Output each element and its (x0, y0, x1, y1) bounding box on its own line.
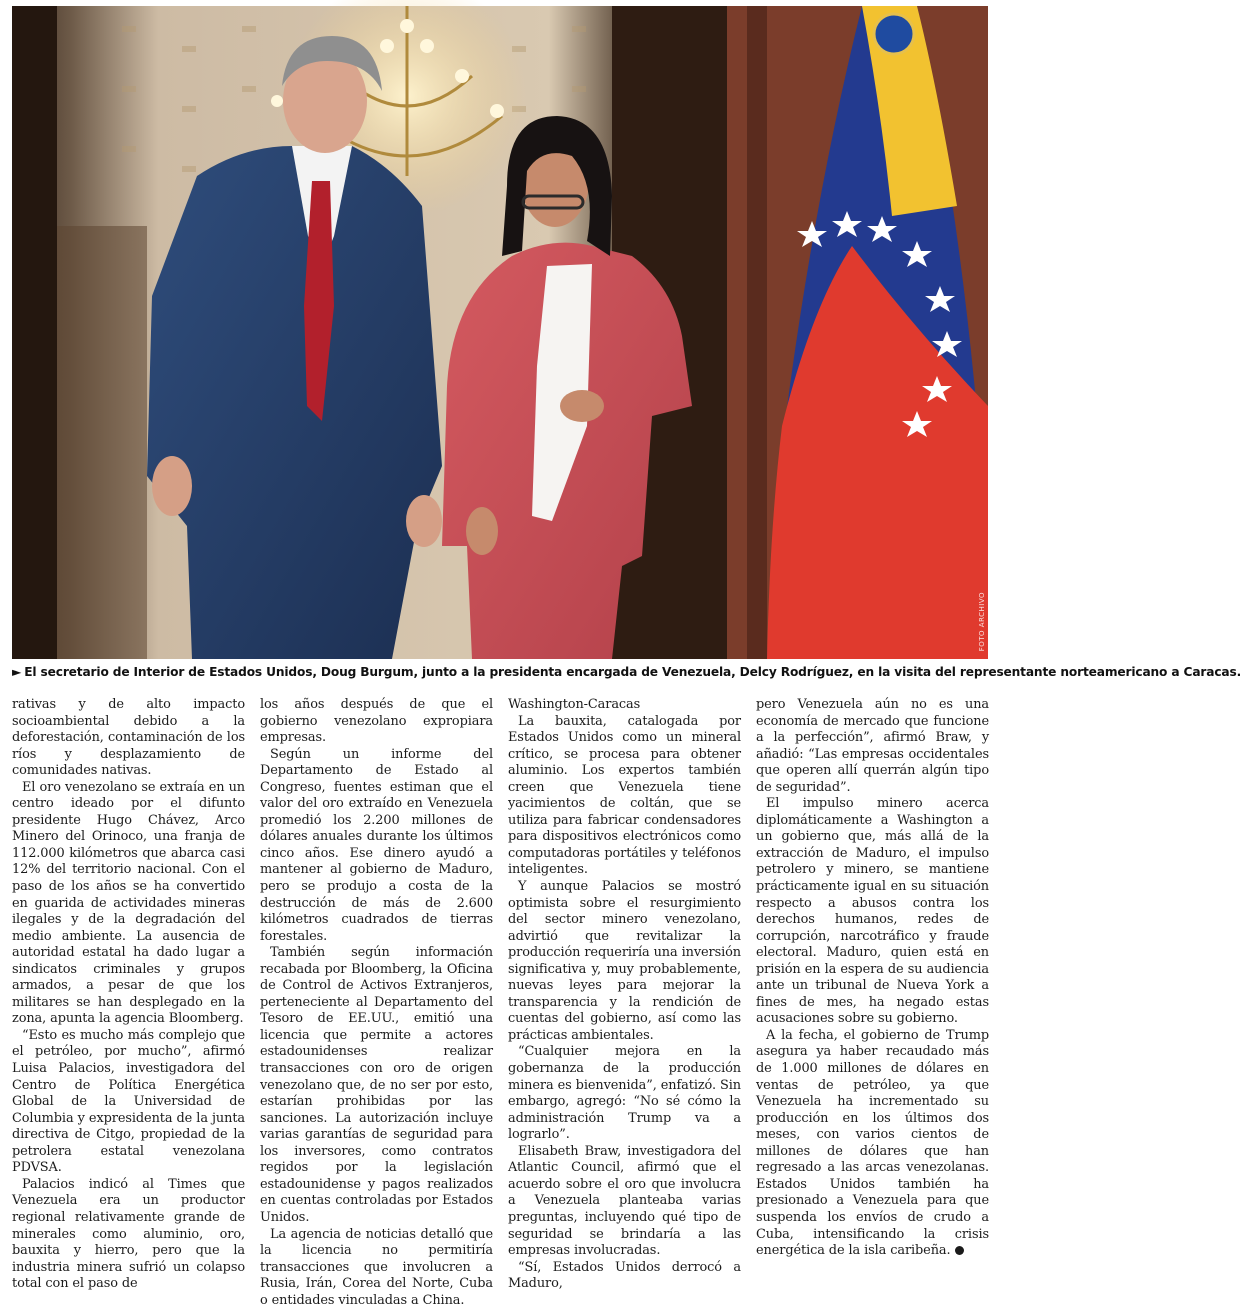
dateline: Washington-Caracas (508, 697, 741, 714)
article-column-1 (12, 697, 245, 1157)
end-of-article-icon (955, 1246, 964, 1255)
photo-caption (12, 664, 988, 680)
paragraph: La bauxita, catalogada por Estados Unidos como un mineral crítico, se procesa para obtener aluminio. Los expertos también creen que Venezuela tiene yacimientos de coltán, que se utiliza para fabricar condensadores para dispositivos electrónicos como computadoras portátiles y teléfonos inteligentes. (508, 714, 741, 879)
paragraph: los años después de que el gobierno venezolano expropiara empresas. (260, 697, 493, 747)
paragraph: Y aunque Palacios se mostró optimista sobre el resurgimiento del sector minero venezolano, advirtió que revitalizar la producción requeriría una inversión significativa y, muy probablemente, nuevas leyes para mejorar la transparencia y la rendición de cuentas del gobierno, así como las prácticas ambientales. (508, 879, 741, 1044)
article-column-3 (508, 697, 741, 1157)
paragraph: pero Venezuela aún no es una economía de mercado que funcione a la perfección”, afirmó Braw, y añadió: “Las empresas occidentales que operen allí querrán algún tipo de seguridad”. (756, 697, 989, 796)
photo-credit: FOTO ARCHIVO (978, 592, 986, 651)
news-photo (12, 6, 988, 659)
photo-illustration (12, 6, 988, 659)
article-column-2 (260, 697, 493, 1157)
paragraph: La agencia de noticias detalló que la licencia no permitiría transacciones que involucren a Rusia, Irán, Corea del Norte, Cuba o entidades vinculadas a China. (260, 1227, 493, 1309)
paragraph: Elisabeth Braw, investigadora del Atlantic Council, afirmó que el acuerdo sobre el oro que involucra a Venezuela planteaba varias preguntas, incluyendo qué tipo de seguridad se brindaría a las empresas involucradas. (508, 1144, 741, 1260)
caption-arrow-icon: ► (12, 665, 21, 679)
paragraph-text: A la fecha, el gobierno de Trump asegura ya haber recaudado más de 1.000 millones de dólares en ventas de petróleo, ya que Venezuela ha incrementado su producción en los últimos dos meses, con varios cientos de millones de dólares que han regresado a las arcas venezolanas. Estados Unidos también ha presionado a Venezuela para que suspenda los envíos de crudo a Cuba, intensificando la crisis energética de la isla caribeña. (756, 1028, 989, 1258)
paragraph (756, 1028, 989, 1260)
paragraph: Palacios indicó al Times que Venezuela era un productor regional relativamente grande de minerales como aluminio, oro, bauxita y hierro, pero que la industria minera sufrió un colapso total con el paso de (12, 1177, 245, 1293)
paragraph: “Sí, Estados Unidos derrocó a Maduro, (508, 1260, 741, 1293)
paragraph: “Cualquier mejora en la gobernanza de la producción minera es bienvenida”, enfatizó. Sin embargo, agregó: “No sé cómo la administración Trump va a lograrlo”. (508, 1044, 741, 1143)
article-column-4 (756, 697, 989, 1157)
paragraph: “Esto es mucho más complejo que el petróleo, por mucho”, afirmó Luisa Palacios, investigadora del Centro de Política Energética Global de la Universidad de Columbia y expresidenta de la junta directiva de Citgo, propiedad de la petrolera estatal venezolana PDVSA. (12, 1028, 245, 1177)
caption-text: El secretario de Interior de Estados Unidos, Doug Burgum, junto a la presidenta encargada de Venezuela, Delcy Rodríguez, en la visita del representante norteamericano a Caracas. (24, 665, 1241, 679)
paragraph: También según información recabada por Bloomberg, la Oficina de Control de Activos Extranjeros, perteneciente al Departamento del Tesoro de EE.UU., emitió una licencia que permite a actores estadounidenses realizar transacciones con oro de origen venezolano que, de no ser por esto, estarían prohibidas por las sanciones. La autorización incluye varias garantías de seguridad para los inversores, como contratos regidos por la legislación estadounidense y pagos realizados en cuentas controladas por Estados Unidos. (260, 945, 493, 1226)
paragraph: El impulso minero acerca diplomáticamente a Washington a un gobierno que, más allá de la extracción de Maduro, el impulso petrolero y minero, se mantiene prácticamente igual en su situación respecto a abusos contra los derechos humanos, redes de corrupción, narcotráfico y fraude electoral. Maduro, quien está en prisión en la espera de su audiencia ante un tribunal de Nueva York a fines de mes, ha negado estas acusaciones sobre su gobierno. (756, 796, 989, 1028)
article-columns (12, 697, 988, 1157)
paragraph: El oro venezolano se extraía en un centro ideado por el difunto presidente Hugo Chávez, Arco Minero del Orinoco, una franja de 112.000 kilómetros que abarca casi 12% del territorio nacional. Con el paso de los años se ha convertido en guarida de actividades mineras ilegales y de la degradación del medio ambiente. La ausencia de autoridad estatal ha dado lugar a sindicatos criminales y grupos armados, a pesar de que los militares se han desplegado en la zona, apunta la agencia Bloomberg. (12, 780, 245, 1028)
paragraph: rativas y de alto impacto socioambiental debido a la deforestación, contaminación de los ríos y desplazamiento de comunidades nativas. (12, 697, 245, 780)
paragraph: Según un informe del Departamento de Estado al Congreso, fuentes estiman que el valor del oro extraído en Venezuela promedió los 2.200 millones de dólares anuales durante los últimos cinco años. Ese dinero ayudó a mantener al gobierno de Maduro, pero se produjo a costa de la destrucción de más de 2.600 kilómetros cuadrados de tierras forestales. (260, 747, 493, 946)
